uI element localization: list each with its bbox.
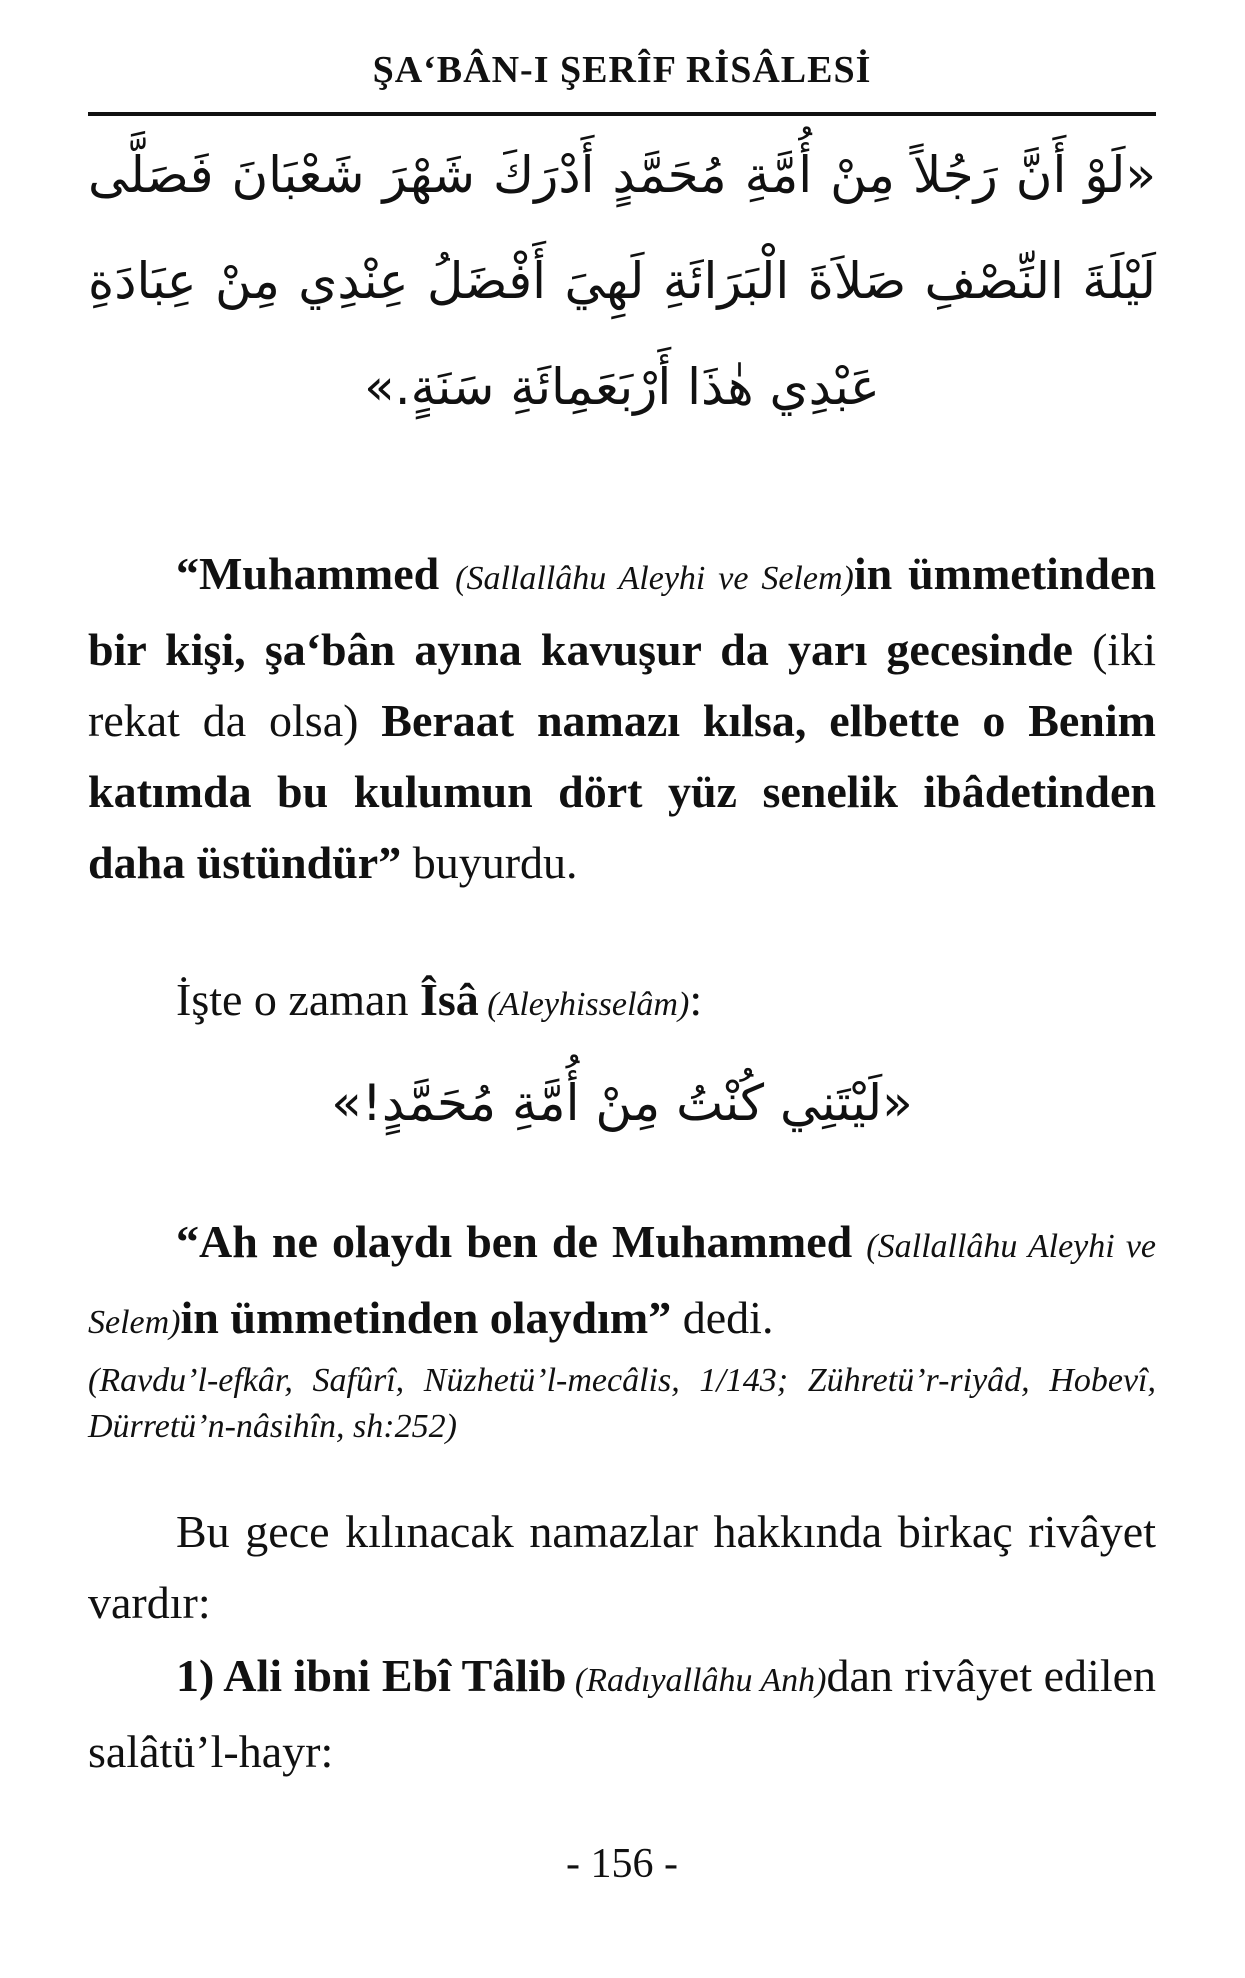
honorific-2: (Aleyhisselâm) (478, 986, 690, 1023)
arabic-line-1: «لَوْ أَنَّ رَجُلاً مِنْ أُمَّةِ مُحَمَّدٍ أَدْرَكَ شَهْرَ شَعْبَانَ فَصَلَّى (88, 146, 1156, 204)
person-name: Îsâ (419, 974, 479, 1025)
paragraph-5-tail: dan rivâyet edilen salâtü’l-hayr: (88, 1650, 1157, 1777)
header-rule (88, 112, 1156, 116)
honorific-1: (Sallallâhu Aleyhi ve Selem) (455, 560, 854, 597)
paragraph-4 (88, 1496, 1156, 1638)
colon: : (689, 974, 703, 1025)
arabic-line-3: عَبْدِي هٰذَا أَرْبَعَمِائَةِ سَنَةٍ.» (364, 358, 880, 416)
paragraph-3-tail: dedi. (671, 1292, 774, 1343)
book-page (88, 0, 1156, 1978)
arabic-line-2: لَيْلَةَ النِّصْفِ صَلاَةَ الْبَرَائَةِ لَهِيَ أَفْضَلُ عِنْدِي مِنْ عِبَادَةِ (88, 252, 1156, 310)
page-number: - 156 - (566, 1841, 678, 1887)
arabic-quote-1 (88, 122, 1156, 440)
quote-body-2: Beraat namazı kılsa, elbette o Benim katımda bu kulumun dört yüz senelik ibâdetinden daha üstündür” (88, 695, 1156, 888)
item-number: 1) Ali ibni Ebî Tâlib (176, 1650, 567, 1701)
paragraph-3 (88, 1206, 1156, 1450)
paragraph-1-tail: buyurdu. (401, 837, 578, 888)
paragraph-2 (88, 964, 1156, 1040)
running-title: ŞA‘BÂN-I ŞERÎF RİSÂLESİ (372, 49, 872, 91)
citation: (Ravdu’l-efkâr, Safûrî, Nüzhetü’l-mecâlis, 1/143; Zühretü’r-riyâd, Hobevî, Dürretü’n-nâsihîn, sh:252) (88, 1362, 1156, 1445)
arabic-quote-2 (88, 1050, 1156, 1156)
arabic-line-4: «لَيْتَنِي كُنْتُ مِنْ أُمَّةِ مُحَمَّدٍ!» (331, 1074, 913, 1132)
paragraph-1 (88, 538, 1156, 898)
honorific-3: (Sallallâhu Aleyhi ve Selem) (88, 1228, 1156, 1341)
paragraph-2-lead: İşte o zaman (176, 974, 420, 1025)
quote-body: in ümmetinden bir kişi, şa‘bân ayına kavuşur da yarı gecesinde (88, 548, 1156, 675)
plain-insert: (iki rekat da olsa) (88, 624, 1156, 746)
quote-open-2: “Ah ne olaydı ben de Muhammed (176, 1216, 867, 1267)
honorific-4: (Radıyallâhu Anh) (566, 1662, 827, 1699)
paragraph-5 (88, 1640, 1156, 1787)
quote-open: “Muhammed (176, 548, 456, 599)
quote-body-3: in ümmetinden olaydım” (180, 1292, 672, 1343)
paragraph-4-text: Bu gece kılınacak namazlar hakkında birkaç rivâyet vardır: (88, 1506, 1156, 1628)
